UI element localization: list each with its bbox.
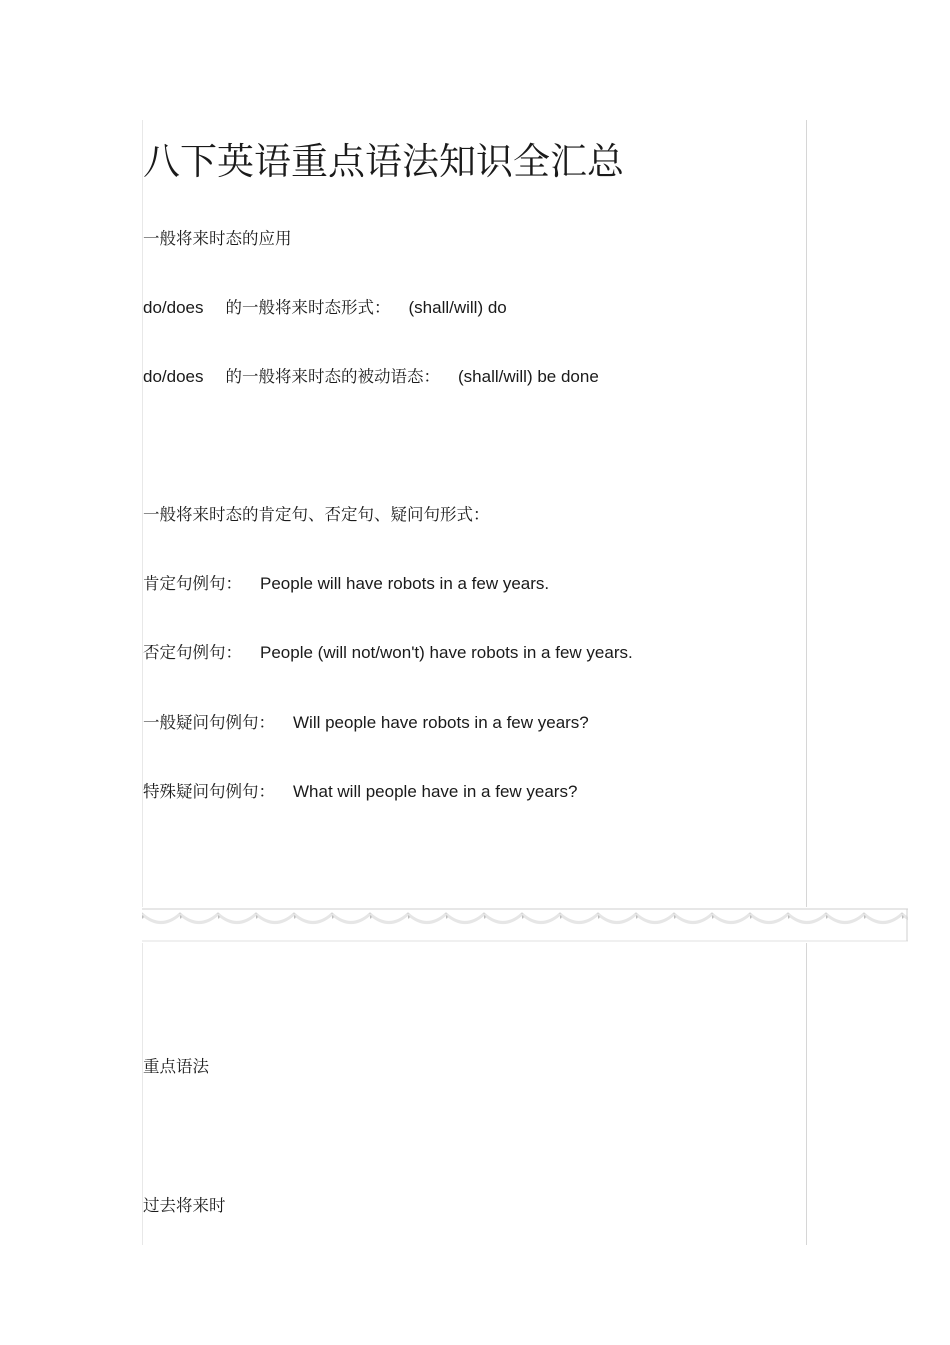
passive-form-line <box>143 366 599 388</box>
example-sentence: People (will not/won't) have robots in a few years. <box>260 643 633 662</box>
past-future-heading: 过去将来时 <box>143 1196 226 1215</box>
form-label: 的一般将来时态形式： <box>225 298 391 317</box>
scalloped-divider-icon <box>142 907 908 943</box>
passive-formula: (shall/will) be done <box>458 367 599 386</box>
example-negative <box>143 642 633 664</box>
document-title: 八下英语重点语法知识全汇总 <box>143 140 624 183</box>
example-yes-no-question <box>143 712 589 734</box>
example-label: 肯定句例句： <box>143 574 242 593</box>
form-formula: (shall/will) do <box>408 298 507 317</box>
passive-label: 的一般将来时态的被动语态： <box>225 367 440 386</box>
example-label: 一般疑问句例句： <box>143 713 275 732</box>
sentence-forms-heading: 一般将来时态的肯定句、否定句、疑问句形式： <box>143 505 490 524</box>
example-affirmative <box>143 573 549 595</box>
section-heading-future-tense: 一般将来时态的应用 <box>143 229 292 248</box>
example-label: 特殊疑问句例句： <box>143 782 275 801</box>
example-sentence: People will have robots in a few years. <box>260 574 550 593</box>
example-sentence: What will people have in a few years? <box>293 782 578 801</box>
form-term: do/does <box>143 298 204 317</box>
example-wh-question <box>143 781 577 803</box>
example-sentence: Will people have robots in a few years? <box>293 713 589 732</box>
key-grammar-heading: 重点语法 <box>143 1057 209 1076</box>
example-label: 否定句例句： <box>143 643 242 662</box>
page-right-border <box>806 120 807 1245</box>
passive-term: do/does <box>143 367 204 386</box>
future-form-line <box>143 297 507 319</box>
